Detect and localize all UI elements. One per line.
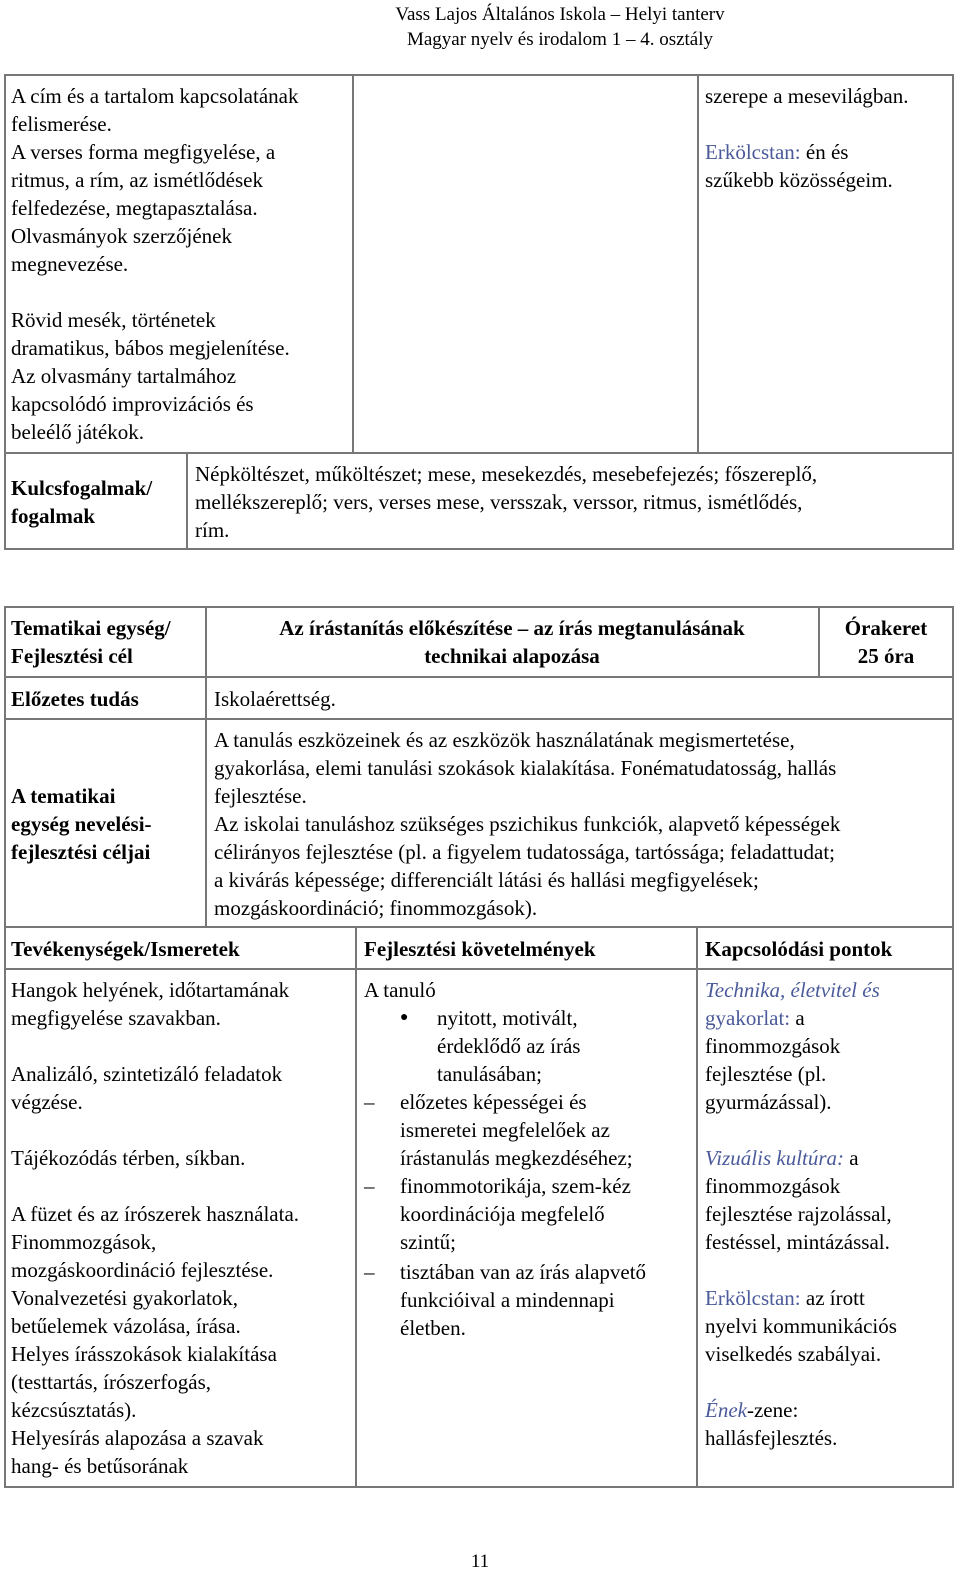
orakeret-label: Órakeret: [844, 616, 928, 640]
table-1-divider-right: [697, 74, 699, 454]
table-1-divider-left: [352, 74, 354, 454]
table-2-row-3-divider: [4, 926, 954, 928]
orakeret: [820, 614, 952, 670]
table-1-row-divider: [4, 452, 954, 454]
enek-label: Ének: [705, 1398, 747, 1422]
col-header-activities: Tevékenységek/Ismeretek: [11, 937, 240, 961]
links-text: Technika, életvitel és gyakorlat: a finommozgások fejlesztése (pl. gyurmázással). Vizuális kultúra: a finommozgások fejlesztése rajzolással, festéssel, mintázással. Erkölcstan: az írott nyelvi kommunikációs viselkedés szabályai. Ének-zene: hallásfejlesztés.: [705, 976, 950, 1452]
col-header-requirements: Fejlesztési követelmények: [364, 937, 596, 961]
table-1-right-text: szerepe a mesevilágban. Erkölcstan: én és szűkebb közösségeim.: [705, 84, 909, 192]
kulcsfogalmak-label: Kulcsfogalmak/ fogalmak: [11, 476, 153, 528]
table-2-row-1-divider: [4, 676, 954, 678]
header-line-1: Vass Lajos Általános Iskola – Helyi tanterv: [395, 4, 725, 25]
unit-title: Az írástanítás előkészítése – az írás megtanulásának technikai alapozása: [279, 616, 745, 668]
celjai-label: A tematikai egység nevelési- fejlesztési céljai: [11, 784, 152, 864]
elozetes-tudas-value: Iskolaérettség.: [214, 687, 336, 711]
table-2-col-divider-2: [696, 926, 698, 1488]
req-dash-item-2: finommotorikája, szem-kéz koordinációja megfelelő szintű;: [400, 1174, 631, 1254]
kulcsfogalmak-text: Népköltészet, műköltészet; mese, mesekezdés, mesebefejezés; főszereplő, mellékszereplő; vers, verses mese, versszak, verssor, ritmus, ismétlődés, rím.: [195, 462, 818, 542]
table-1-kulcs-divider: [186, 452, 188, 550]
table-2-row-4-divider: [4, 968, 954, 970]
dash-icon: –: [364, 1090, 375, 1114]
col-header-links: Kapcsolódási pontok: [705, 937, 893, 961]
table-2-row-2-divider: [4, 718, 954, 720]
orakeret-value: 25 óra: [857, 644, 915, 668]
req-dash-item-1: előzetes képességei és ismeretei megfelelőek az írástanulás megkezdéséhez;: [400, 1090, 633, 1170]
req-bullet-item: nyitott, motivált, érdeklődő az írás tanulásában;: [437, 1006, 581, 1086]
tematikai-label: Tematikai egység/ Fejlesztési cél: [11, 616, 171, 668]
technika-label: Technika, életvitel és: [705, 978, 880, 1002]
activities-text: Hangok helyének, időtartamának megfigyelése szavakban. Analizáló, szintetizáló feladatok végzése. Tájékozódás térben, síkban. A füzet és az írószerek használata. Finommozgások, mozgáskoordináció fejlesztése. Vonalvezetési gyakorlatok, betűelemek vázolása, írása. Helyes írásszokások kialakítása (testtartás, írószerfogás, kézcsúsztatás). Helyesírás alapozása a szavak hang- és betűsorának: [11, 978, 300, 1478]
page-header: [240, 2, 880, 52]
header-line-2: Magyar nyelv és irodalom 1 – 4. osztály: [406, 29, 714, 50]
page-number: 11: [470, 1551, 490, 1572]
req-dash-item-3: tisztában van az írás alapvető funkcióival a mindennapi életben.: [400, 1260, 647, 1340]
table-1-left-text: A cím és a tartalom kapcsolatának felismerése. A verses forma megfigyelése, a ritmus, a rím, az ismétlődések felfedezése, megtapasztalása. Olvasmányok szerzőjének megnevezése. Rövid mesék, történetek dramatikus, bábos megjelenítése. Az olvasmány tartalmához kapcsolódó improvizációs és beleélő játékok.: [11, 84, 299, 444]
bullet-icon: ●: [400, 1010, 409, 1025]
erkolcstan-label-2: Erkölcstan:: [705, 1286, 801, 1310]
req-intro: A tanuló: [364, 978, 436, 1002]
erkolcstan-label: Erkölcstan:: [705, 140, 801, 164]
celjai-text: A tanulás eszközeinek és az eszközök használatának megismertetése, gyakorlása, elemi tanulási szokások kialakítása. Fonématudatosság, hallás fejlesztése. Az iskolai tanuláshoz szükséges pszichikus funkciók, alapvető képességek célirányos fejlesztése (pl. a figyelem tudatossága, tartóssága; feladattudat; a kivárás képessége; differenciált látási és hallási megfigyelések; mozgáskoordináció; finommozgások).: [214, 728, 841, 920]
dash-icon: –: [364, 1260, 375, 1284]
elozetes-tudas-label: Előzetes tudás: [11, 687, 139, 711]
vizualis-label: Vizuális kultúra:: [705, 1146, 845, 1170]
dash-icon: –: [364, 1174, 375, 1198]
